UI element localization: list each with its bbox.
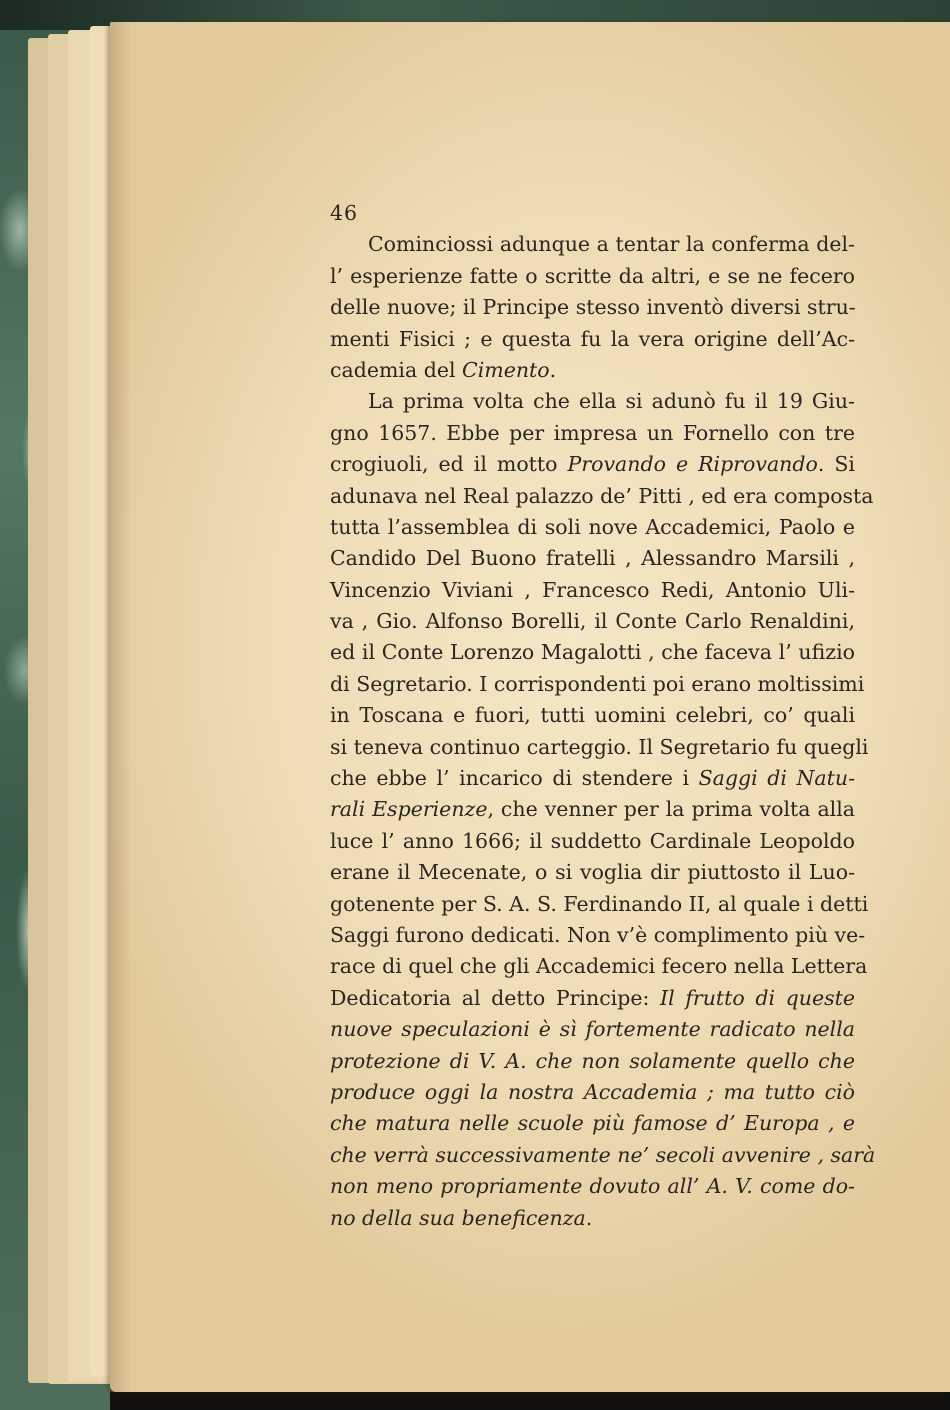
text-run: cademia del — [330, 357, 463, 382]
text-line — [330, 857, 855, 888]
text-line — [330, 1171, 855, 1202]
italic-text: non meno propriamente dovuto all’ A. V. come do- — [330, 1174, 855, 1199]
text-run: Saggi furono dedicati. Non v’è complimento più ve- — [330, 922, 866, 947]
text-run: Cominciossi adunque a tentar la conferma del- — [368, 232, 855, 257]
text-run: erane il Mecenate, o si voglia dir piuttosto il Luo- — [330, 860, 855, 885]
text-line — [330, 637, 855, 668]
text-line — [330, 386, 855, 417]
text-line — [330, 1140, 876, 1171]
text-run: . — [549, 357, 557, 382]
text-run: . — [585, 1205, 593, 1230]
text-run: tutta l’assemblea di soli nove Accademici, Paolo e — [330, 514, 855, 539]
italic-text: Il frutto di queste — [660, 985, 856, 1010]
text-line — [330, 826, 855, 857]
italic-text: no della sua beneficenza — [330, 1205, 586, 1230]
italic-text: Cimento — [462, 357, 550, 382]
text-line — [330, 229, 855, 260]
text-line — [330, 1108, 855, 1139]
text-run: gno 1657. Ebbe per impresa un Fornello con tre — [330, 420, 855, 445]
body-text — [330, 198, 876, 1234]
text-run: . Si — [817, 452, 855, 477]
text-line — [330, 700, 855, 731]
text-run: ed il Conte Lorenzo Magalotti , che faceva l’ ufizio — [330, 640, 855, 665]
text-line — [330, 418, 855, 449]
text-run: di Segretario. I corrispondenti poi erano moltissimi — [330, 671, 865, 696]
text-run: che ebbe l’ incarico di stendere i — [330, 766, 699, 791]
italic-text: produce oggi la nostra Accademia ; ma tutto ciò — [330, 1079, 855, 1104]
text-run: crogiuoli, ed il motto — [330, 452, 568, 477]
text-run: La prima volta che ella si adunò fu il 19 Giu- — [368, 389, 855, 414]
italic-text: Provando e Riprovando — [567, 452, 818, 477]
text-line — [330, 763, 855, 794]
italic-text: che verrà successivamente ne’ secoli avvenire , sarà — [330, 1142, 876, 1167]
italic-text: che matura nelle scuole più famose d’ Europa , e — [330, 1111, 855, 1136]
text-line — [330, 449, 855, 480]
text-line — [330, 1046, 855, 1077]
text-run: Dedicatoria al detto Principe: — [330, 985, 661, 1010]
text-line — [330, 1203, 855, 1234]
text-run: delle nuove; il Principe stesso inventò diversi stru- — [330, 295, 856, 320]
text-run: Candido Del Buono fratelli , Alessandro Marsili , — [330, 546, 855, 571]
text-run: si teneva continuo carteggio. Il Segretario fu quegli — [330, 734, 869, 759]
italic-text: nuove speculazioni è sì fortemente radicato nella — [330, 1017, 855, 1042]
italic-text: rali Esperienze — [330, 797, 488, 822]
text-line — [330, 543, 855, 574]
text-run: menti Fisici ; e questa fu la vera origine dell’Ac- — [330, 326, 855, 351]
text-run: gotenente per S. A. S. Ferdinando II, al quale i detti — [330, 891, 869, 916]
text-run: race di quel che gli Accademici fecero nella Lettera — [330, 954, 868, 979]
text-run: adunava nel Real palazzo de’ Pitti , ed era composta — [330, 483, 874, 508]
text-line — [330, 1014, 855, 1045]
text-line — [330, 951, 868, 982]
text-line — [330, 669, 865, 700]
text-line — [330, 324, 855, 355]
text-line — [330, 575, 855, 606]
text-line — [330, 889, 869, 920]
text-line — [330, 732, 869, 763]
text-run: Vincenzio Viviani , Francesco Redi, Antonio Uli- — [330, 577, 855, 602]
text-run: in Toscana e fuori, tutti uomini celebri, co’ quali — [330, 703, 855, 728]
text-line — [330, 1077, 855, 1108]
text-run: va , Gio. Alfonso Borelli, il Conte Carlo Renaldini, — [330, 609, 855, 634]
text-line — [330, 292, 855, 323]
text-line — [330, 920, 866, 951]
text-run: l’ esperienze fatte o scritte da altri, e se ne fecero — [330, 263, 855, 288]
text-line — [330, 983, 855, 1014]
text-line — [330, 261, 855, 292]
text-run: , che venner per la prima volta alla — [487, 797, 855, 822]
text-line — [330, 481, 874, 512]
text-line — [330, 606, 855, 637]
italic-text: Saggi di Natu- — [698, 766, 855, 791]
text-lines — [330, 229, 876, 1234]
text-line — [330, 794, 855, 825]
page-number: 46 — [330, 201, 359, 225]
gutter-shadow — [110, 22, 132, 1392]
italic-text: protezione di V. A. che non solamente quello che — [330, 1048, 855, 1073]
text-line — [330, 512, 855, 543]
text-run: luce l’ anno 1666; il suddetto Cardinale Leopoldo — [330, 828, 855, 853]
text-line — [330, 355, 855, 386]
